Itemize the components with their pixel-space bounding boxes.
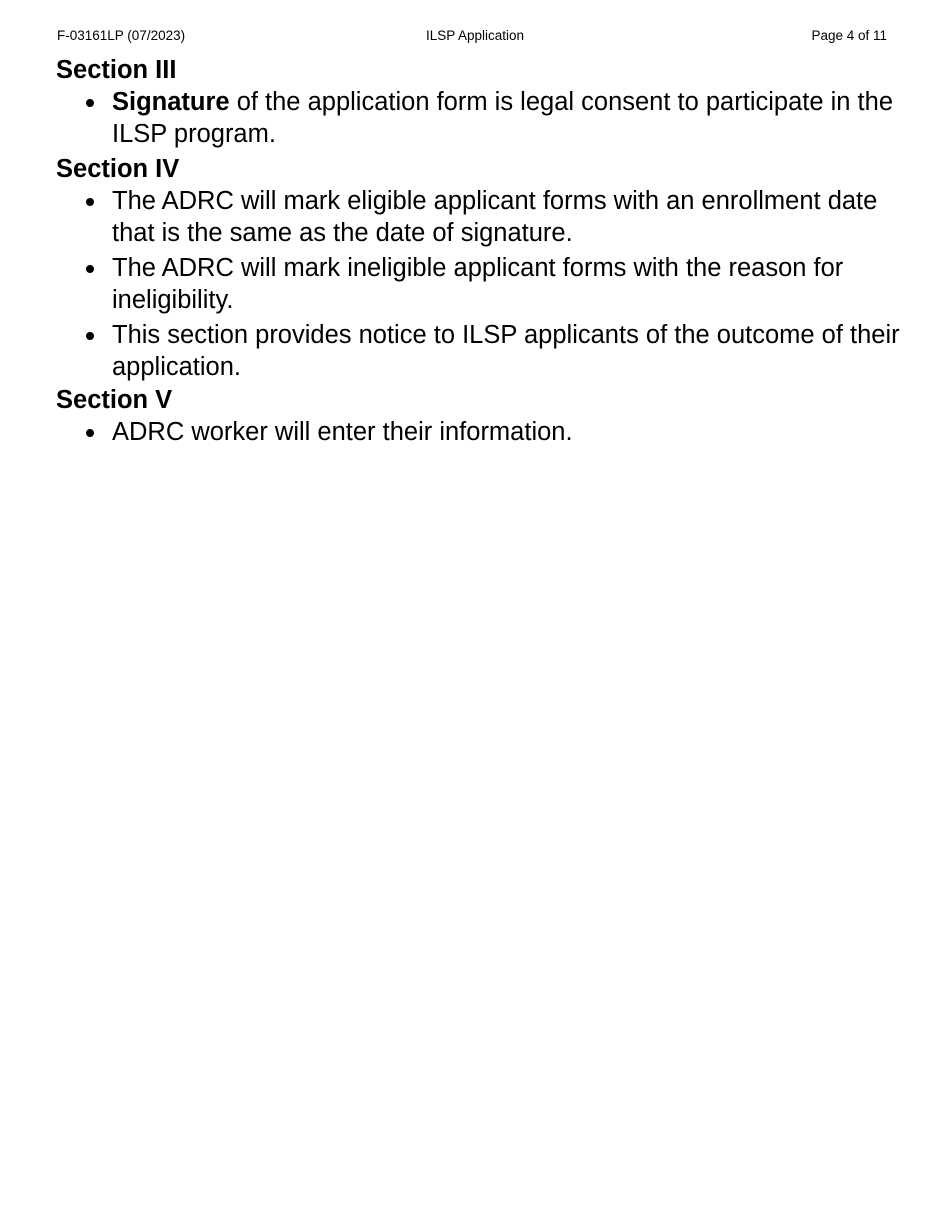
page-header (57, 27, 887, 45)
section-v (56, 384, 901, 448)
bullet-icon (86, 99, 94, 107)
item-text: The ADRC will mark ineligible applicant forms with the reason for ineligibility. (112, 254, 844, 314)
section-heading: Section IV (56, 155, 180, 183)
item-text: of the application form is legal consent to participate in the ILSP program. (112, 88, 893, 148)
page-content (56, 54, 901, 451)
bullet-icon (86, 198, 94, 206)
list-item (56, 252, 901, 316)
form-id: F-03161LP (07/2023) (57, 28, 186, 43)
bullet-icon (86, 265, 94, 273)
bold-lead: Signature (112, 88, 230, 116)
item-text: The ADRC will mark eligible applicant forms with an enrollment date that is the same as the date of signature. (112, 187, 878, 247)
section-heading: Section III (56, 56, 177, 84)
page-number: Page 4 of 11 (811, 28, 887, 43)
section-heading: Section V (56, 386, 173, 414)
document-title: ILSP Application (425, 28, 525, 43)
bullet-list (56, 86, 901, 150)
section-iii (56, 54, 901, 150)
list-item (56, 416, 901, 448)
bullet-icon (86, 429, 94, 437)
list-item (56, 185, 901, 249)
list-item (56, 86, 901, 150)
bullet-list (56, 416, 901, 448)
item-text: This section provides notice to ILSP applicants of the outcome of their application. (112, 321, 900, 381)
section-iv (56, 153, 901, 383)
item-text: ADRC worker will enter their information. (112, 418, 573, 446)
bullet-icon (86, 332, 94, 340)
bullet-list (56, 185, 901, 383)
list-item (56, 319, 901, 383)
